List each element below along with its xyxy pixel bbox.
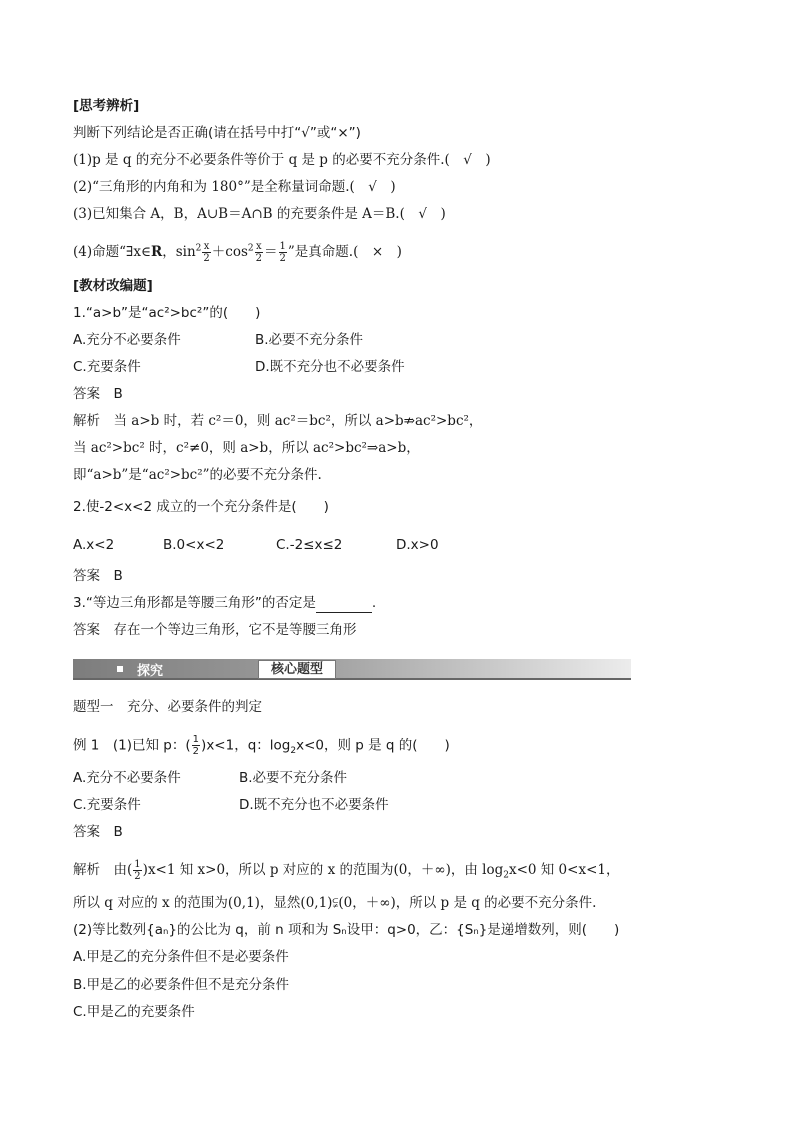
think-intro: 判断下列结论是否正确(请在括号中打“√”或“×”) bbox=[73, 125, 361, 141]
q4-pre: (4)命题“∃x∈ bbox=[73, 244, 151, 260]
ex2-option-a: A.甲是乙的充分条件但不是必要条件 bbox=[73, 949, 289, 965]
frac-num: x bbox=[203, 241, 210, 252]
ex1-log-base: 2 bbox=[290, 746, 297, 757]
ex2-option-b: B.甲是乙的必要条件但不是充分条件 bbox=[73, 977, 290, 993]
tb-q1-options-cd bbox=[73, 357, 405, 377]
frac-den: 2 bbox=[134, 871, 141, 882]
ex1-option-d: D.既不充分也不必要条件 bbox=[239, 797, 389, 813]
think-item-2: (2)“三角形的内角和为 180°”是全称量词命题.( √ ) bbox=[73, 179, 396, 195]
frac-num: 1 bbox=[134, 859, 141, 870]
tb-q3-answer: 答案 存在一个等边三角形，它不是等腰三角形 bbox=[73, 622, 357, 638]
tb-q1-option-b: B.必要不充分条件 bbox=[255, 332, 364, 348]
ex1-analysis-1: 解析 由( $\frac{1}{2}$ )x<1 知 x>0，所以 p 对应的 x 的范围为(0，＋∞)，由 $\log_2x<0$ 知 0<x<1， bbox=[73, 859, 620, 882]
ex1-answer: 答案 B bbox=[73, 824, 123, 840]
frac-den: 2 bbox=[203, 253, 210, 264]
tb-q2-answer: 答案 B bbox=[73, 568, 123, 584]
tb-q2-stem: 2.使-2<x<2 成立的一个充分条件是( ) bbox=[73, 499, 329, 515]
tb-q2-options bbox=[73, 535, 439, 555]
ex1-analysis-2: 所以 q 对应的 x 的范围为(0,1)，显然(0,1)⫋(0，＋∞)，所以 p 是 q 的必要不充分条件. bbox=[73, 895, 597, 911]
tb-q2-option-d: D.x>0 bbox=[396, 537, 439, 553]
frac-den: 2 bbox=[279, 253, 286, 264]
ex1-option-b: B.必要不充分条件 bbox=[239, 770, 348, 786]
an1-log-base: 2 bbox=[503, 870, 509, 881]
textbook-heading: [教材改编题] bbox=[73, 278, 153, 294]
section-banner bbox=[73, 659, 631, 679]
tb-q1-analysis-2: 当 ac²>bc² 时，c²≠0，则 a>b，所以 ac²>bc²⇒a>b， bbox=[73, 440, 420, 456]
tb-q1-analysis-3: 即“a>b”是“ac²>bc²”的必要不充分条件. bbox=[73, 467, 322, 483]
tb-q3-stem-text: 3.“等边三角形都是等腰三角形”的否定是 bbox=[73, 595, 316, 611]
think-item-1: (1)p 是 q 的充分不必要条件等价于 q 是 p 的必要不充分条件.( √ ) bbox=[73, 152, 491, 168]
think-heading: [思考辨析] bbox=[73, 98, 140, 114]
q4-R: R bbox=[150, 244, 163, 260]
ex2-option-c: C.甲是乙的充要条件 bbox=[73, 1004, 195, 1020]
tb-q2-option-b: B.0<x<2 bbox=[163, 537, 225, 553]
tb-q1-answer: 答案 B bbox=[73, 386, 123, 402]
frac-num: 1 bbox=[279, 241, 286, 252]
an1-frac-half bbox=[133, 859, 141, 882]
ex1-mid: x<1，q：log bbox=[206, 737, 291, 754]
frac-num: 1 bbox=[192, 734, 200, 745]
think-item-4 bbox=[73, 241, 402, 264]
frac-den: 2 bbox=[192, 746, 200, 757]
q4-frac-1 bbox=[202, 241, 210, 264]
ex1-post: x<0，则 p 是 q 的( ) bbox=[296, 737, 450, 754]
banner-label-right: 核心题型 bbox=[258, 660, 336, 679]
tb-q1-option-d: D.既不充分也不必要条件 bbox=[255, 359, 405, 375]
tb-q3-stem-end: . bbox=[371, 595, 377, 611]
example-1-part-2-stem: (2)等比数列{aₙ}的公比为 q，前 n 项和为 Sₙ设甲：q>0，乙：{Sₙ}是递增数列，则( ) bbox=[73, 922, 620, 938]
ex1-pre: 例 1 (1)已知 p： bbox=[73, 737, 186, 754]
q4-frac-half bbox=[279, 241, 287, 264]
think-item-3: (3)已知集合 A，B，A∪B＝A∩B 的充要条件是 A＝B.( √ ) bbox=[73, 206, 446, 222]
ex1-frac-half bbox=[192, 734, 200, 757]
tb-q1-stem: 1.“a>b”是“ac²>bc²”的( ) bbox=[73, 305, 261, 321]
ex1-options-ab bbox=[73, 768, 347, 788]
tb-q1-option-a: A.充分不必要条件 bbox=[73, 332, 181, 348]
tb-q2-option-c: C.-2≤x≤2 bbox=[276, 537, 343, 553]
q4-sin: ，sin bbox=[162, 244, 196, 260]
an1-pre: 解析 由 bbox=[73, 862, 127, 878]
answer-blank bbox=[316, 598, 372, 613]
frac-num: x bbox=[255, 241, 262, 252]
an1-mid: x<1 知 x>0，所以 p 对应的 x 的范围为(0，＋∞)，由 log bbox=[147, 862, 504, 878]
example-1-stem: 例 1 (1)已知 p：( $\frac{1}{2}$ )x<1，q：$\log_2x<0$，则 p 是 q 的( ) bbox=[73, 734, 450, 757]
q4-eq: ＝ bbox=[264, 244, 278, 260]
tb-q1-analysis-1: 解析 当 a>b 时，若 c²＝0，则 ac²＝bc²，所以 a>b⇏ac²>bc²， bbox=[73, 413, 483, 429]
q4-cos-sq: 2 bbox=[247, 243, 254, 254]
an1-post: x<0 知 0<x<1， bbox=[508, 862, 620, 878]
q4-cos: ＋cos bbox=[211, 244, 248, 260]
q4-sin-sq: 2 bbox=[195, 243, 202, 254]
ex1-option-a: A.充分不必要条件 bbox=[73, 770, 181, 786]
section-title: 题型一 充分、必要条件的判定 bbox=[73, 699, 262, 715]
frac-den: 2 bbox=[255, 253, 262, 264]
ex1-option-c: C.充要条件 bbox=[73, 797, 141, 813]
tb-q1-options-ab bbox=[73, 330, 363, 350]
tb-q1-option-c: C.充要条件 bbox=[73, 359, 141, 375]
ex1-options-cd bbox=[73, 795, 389, 815]
q4-frac-2 bbox=[255, 241, 263, 264]
banner-label-left: 探究 bbox=[137, 664, 164, 679]
tb-q2-option-a: A.x<2 bbox=[73, 537, 115, 553]
q4-post: ”是真命题.( × ) bbox=[287, 244, 402, 260]
square-bullet-icon bbox=[117, 666, 123, 672]
tb-q3-stem bbox=[73, 593, 376, 613]
